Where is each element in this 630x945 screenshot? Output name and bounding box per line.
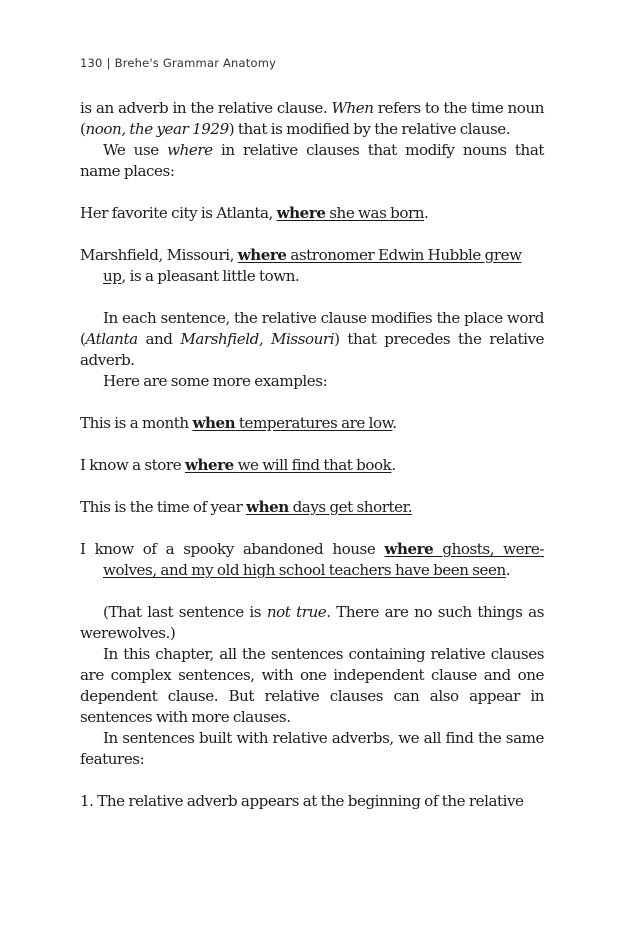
clause-text: we will find that book <box>233 456 392 474</box>
text-run: , is a pleasant little town. <box>121 267 300 285</box>
relative-adverb: when <box>192 414 236 432</box>
text-run: I know a store <box>80 456 185 474</box>
italic-term: When <box>331 99 374 117</box>
clause-text: ghosts, were-wolves, and my old high school teachers have been seen <box>103 540 544 579</box>
clause-text: days get shorter. <box>288 498 413 516</box>
italic-term: noon, the year 1929 <box>85 120 229 138</box>
text-run: (That last sentence is <box>103 603 267 621</box>
paragraph-3 <box>80 308 544 371</box>
text-run: refers to the time noun ( <box>80 99 544 138</box>
paragraph-5 <box>80 602 544 644</box>
text-run: This is a month <box>80 414 193 432</box>
text-run: in relative clauses that modify nouns that name places: <box>80 141 544 180</box>
text-run: . <box>424 204 429 222</box>
page-number: 130 <box>80 56 103 70</box>
text-run: . <box>505 561 511 579</box>
paragraph-2 <box>80 140 544 182</box>
body-text <box>80 98 544 812</box>
spacer <box>80 434 544 455</box>
paragraph-4: Here are some more examples: <box>103 372 328 390</box>
text-run: and <box>137 330 181 348</box>
example-sentence-6 <box>80 539 544 581</box>
relative-clause <box>192 414 392 432</box>
book-title: Brehe's Grammar Anatomy <box>114 56 277 70</box>
spacer <box>80 224 544 245</box>
paragraph-7: In sentences built with relative adverbs, we all find the same features: <box>80 729 544 768</box>
relative-adverb: where <box>237 246 287 264</box>
text-run: ) that precedes the relative adverb. <box>80 330 545 369</box>
relative-adverb: where <box>184 456 234 474</box>
text-run: ) that is modified by the relative clause. <box>228 120 511 138</box>
text-run: . <box>392 414 397 432</box>
list-number: 1. <box>80 792 94 810</box>
spacer <box>80 182 544 203</box>
header-separator: | <box>106 56 111 70</box>
text-run: is an adverb in the relative clause. <box>80 99 332 117</box>
relative-clause <box>185 456 391 474</box>
example-sentence-5 <box>80 497 544 518</box>
list-item-text: The relative adverb appears at the beginning of the relative <box>97 792 524 810</box>
example-sentence-3 <box>80 413 544 434</box>
clause-text: temperatures are low <box>235 414 393 432</box>
relative-adverb: where <box>384 540 434 558</box>
numbered-list-item-1 <box>80 791 544 812</box>
text-run: We use <box>103 141 168 159</box>
italic-term: Atlanta <box>85 330 138 348</box>
example-sentence-1 <box>80 203 544 224</box>
text-run: . <box>391 456 396 474</box>
italic-term: where <box>167 141 213 159</box>
text-run: This is the time of year <box>80 498 247 516</box>
text-run: Her favorite city is Atlanta, <box>80 204 277 222</box>
relative-adverb: where <box>276 204 326 222</box>
relative-adverb: when <box>246 498 289 516</box>
relative-clause <box>277 204 424 222</box>
clause-text: astronomer Edwin Hubble grew up <box>103 246 522 285</box>
spacer <box>80 770 544 791</box>
spacer <box>80 476 544 497</box>
text-run: . There are no such things as werewolves.) <box>80 603 544 642</box>
text-run: In each sentence, the relative clause modifies the place word ( <box>80 309 544 348</box>
example-sentence-2 <box>80 245 544 287</box>
spacer <box>80 392 544 413</box>
running-header <box>80 56 276 70</box>
spacer <box>80 287 544 308</box>
text-run: I know of a spooky abandoned house <box>80 540 385 558</box>
example-sentence-4 <box>80 455 544 476</box>
italic-term: Marshfield, Missouri <box>180 330 335 348</box>
spacer <box>80 581 544 602</box>
relative-clause <box>246 498 412 516</box>
paragraph-6: In this chapter, all the sentences containing relative clauses are complex sentences, with one independent clause and one dependent clause. But relative clauses can also appear in sentences with more clauses. <box>80 645 544 726</box>
italic-term: not true <box>266 603 327 621</box>
clause-text: she was born <box>325 204 424 222</box>
spacer <box>80 518 544 539</box>
paragraph-1 <box>80 98 544 140</box>
text-run: Marshfield, Missouri, <box>80 246 238 264</box>
